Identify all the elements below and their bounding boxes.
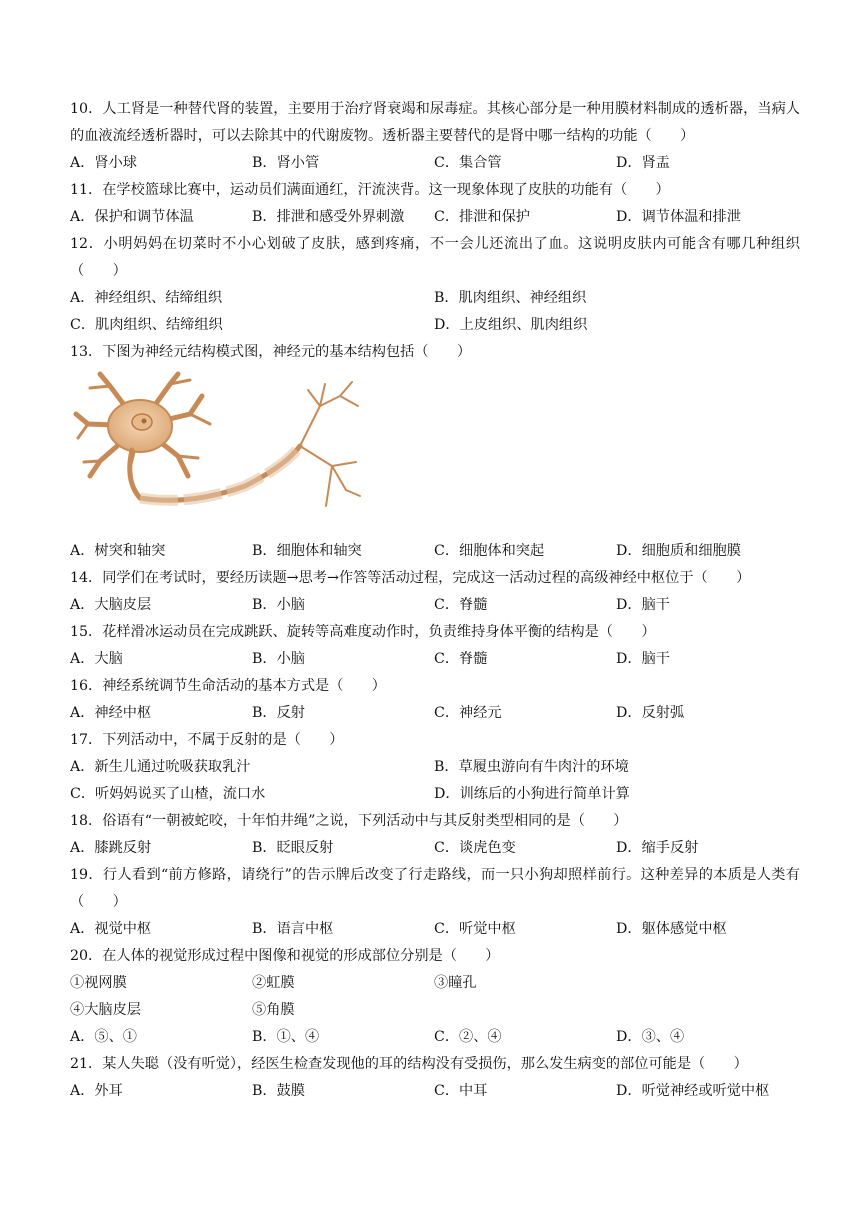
option-c[interactable]: C．排泄和保护 <box>434 209 530 225</box>
option-c[interactable]: C．谈虎色变 <box>434 840 516 856</box>
question-19-stem: 19．行人看到“前方修路，请绕行”的告示牌后改变了行走路线，而一只小狗却照样前行。这种差异的本质是人类有（ ） <box>70 867 800 910</box>
option-c[interactable]: C．听觉中枢 <box>434 921 516 937</box>
option-c[interactable]: C．听妈妈说买了山楂，流口水 <box>70 786 266 802</box>
question-20-options <box>70 1024 800 1051</box>
option-b[interactable]: B．语言中枢 <box>252 921 334 937</box>
option-a[interactable]: A．肾小球 <box>70 155 137 171</box>
option-a[interactable]: A．视觉中枢 <box>70 921 152 937</box>
option-b[interactable]: B．鼓膜 <box>252 1083 305 1099</box>
option-c[interactable]: C．中耳 <box>434 1083 488 1099</box>
option-c[interactable]: C．集合管 <box>434 155 502 171</box>
question-12-stem: 12．小明妈妈在切菜时不小心划破了皮肤，感到疼痛，不一会儿还流出了血。这说明皮肤内可能含有哪几种组织（ ） <box>70 236 800 279</box>
option-d[interactable]: D．细胞质和细胞膜 <box>616 543 741 559</box>
item-4: ④大脑皮层 <box>70 1002 141 1018</box>
question-20-stem: 20．在人体的视觉形成过程中图像和视觉的形成部位分别是（ ） <box>70 948 500 964</box>
question-16-options <box>70 700 800 727</box>
question-20-items-row1 <box>70 970 800 997</box>
question-18-stem: 18．俗语有“一朝被蛇咬，十年怕井绳”之说，下列活动中与其反射类型相同的是（ ） <box>70 813 628 829</box>
question-19-options <box>70 916 800 943</box>
option-b[interactable]: B．小脑 <box>252 651 305 667</box>
option-b[interactable]: B．草履虫游向有牛肉汁的环境 <box>434 759 629 775</box>
option-b[interactable]: B．反射 <box>252 705 305 721</box>
option-a[interactable]: A．树突和轴突 <box>70 543 166 559</box>
option-a[interactable]: A．膝跳反射 <box>70 840 152 856</box>
option-d[interactable]: D．肾盂 <box>616 155 670 171</box>
question-17-options-row2 <box>70 781 800 808</box>
question-15-options <box>70 646 800 673</box>
question-21-options <box>70 1078 800 1105</box>
question-12-options-row1 <box>70 285 800 312</box>
option-b[interactable]: B．肾小管 <box>252 155 320 171</box>
question-18-options <box>70 835 800 862</box>
option-d[interactable]: D．反射弧 <box>616 705 685 721</box>
option-d[interactable]: D．调节体温和排泄 <box>616 209 741 225</box>
option-b[interactable]: B．排泄和感受外界刺激 <box>252 209 405 225</box>
option-d[interactable]: D．脑干 <box>616 597 670 613</box>
option-b[interactable]: B．小脑 <box>252 597 305 613</box>
question-21-stem: 21．某人失聪（没有听觉），经医生检查发现他的耳的结构没有受损伤，那么发生病变的部位可能是（ ） <box>70 1056 748 1072</box>
question-14-stem: 14．同学们在考试时，要经历读题→思考→作答等活动过程，完成这一活动过程的高级神经中枢位于（ ） <box>70 570 751 586</box>
option-d[interactable]: D．训练后的小狗进行简单计算 <box>434 786 630 802</box>
question-17-stem: 17．下列活动中，不属于反射的是（ ） <box>70 732 344 748</box>
question-20-items-row2 <box>70 997 800 1024</box>
option-a[interactable]: A．大脑 <box>70 651 123 667</box>
question-11-options <box>70 204 800 231</box>
question-10-options <box>70 150 800 177</box>
option-d[interactable]: D．听觉神经或听觉中枢 <box>616 1083 770 1099</box>
option-d[interactable]: D．③、④ <box>616 1029 685 1045</box>
question-13-options <box>70 538 800 565</box>
option-c[interactable]: C．脊髓 <box>434 597 488 613</box>
option-b[interactable]: B．眨眼反射 <box>252 840 334 856</box>
question-16-stem: 16．神经系统调节生命活动的基本方式是（ ） <box>70 678 386 694</box>
option-d[interactable]: D．躯体感觉中枢 <box>616 921 727 937</box>
question-10-stem: 10．人工肾是一种替代肾的装置，主要用于治疗肾衰竭和尿毒症。其核心部分是一种用膜材料制成的透析器，当病人的血液流经透析器时，可以去除其中的代谢废物。透析器主要替代的是肾中哪一结构的功能（ ） <box>70 101 800 144</box>
option-d[interactable]: D．脑干 <box>616 651 670 667</box>
question-11-stem: 11．在学校篮球比赛中，运动员们满面通红，汗流浃背。这一现象体现了皮肤的功能有（ ） <box>70 182 670 198</box>
question-14-options <box>70 592 800 619</box>
option-a[interactable]: A．保护和调节体温 <box>70 209 194 225</box>
item-5: ⑤角膜 <box>252 1002 295 1018</box>
option-b[interactable]: B．①、④ <box>252 1029 320 1045</box>
option-c[interactable]: C．②、④ <box>434 1029 502 1045</box>
question-13-stem: 13．下图为神经元结构模式图，神经元的基本结构包括（ ） <box>70 344 472 360</box>
option-a[interactable]: A．⑤、① <box>70 1029 137 1045</box>
option-b[interactable]: B．细胞体和轴突 <box>252 543 362 559</box>
item-2: ②虹膜 <box>252 975 295 991</box>
neuron-diagram <box>70 366 370 536</box>
option-b[interactable]: B．肌肉组织、神经组织 <box>434 290 587 306</box>
item-1: ①视网膜 <box>70 975 127 991</box>
option-a[interactable]: A．神经组织、结缔组织 <box>70 290 223 306</box>
exam-page <box>70 96 800 1105</box>
item-3: ③瞳孔 <box>434 975 477 991</box>
question-15-stem: 15．花样滑冰运动员在完成跳跃、旋转等高难度动作时，负责维持身体平衡的结构是（ ） <box>70 624 656 640</box>
option-a[interactable]: A．神经中枢 <box>70 705 152 721</box>
option-d[interactable]: D．缩手反射 <box>616 840 699 856</box>
question-12-options-row2 <box>70 312 800 339</box>
option-c[interactable]: C．细胞体和突起 <box>434 543 545 559</box>
question-17-options-row1 <box>70 754 800 781</box>
option-c[interactable]: C．脊髓 <box>434 651 488 667</box>
option-a[interactable]: A．新生儿通过吮吸获取乳汁 <box>70 759 251 775</box>
option-c[interactable]: C．肌肉组织、结缔组织 <box>70 317 223 333</box>
option-a[interactable]: A．外耳 <box>70 1083 123 1099</box>
option-a[interactable]: A．大脑皮层 <box>70 597 152 613</box>
option-d[interactable]: D．上皮组织、肌肉组织 <box>434 317 588 333</box>
option-c[interactable]: C．神经元 <box>434 705 502 721</box>
neuron-illustration <box>70 366 370 536</box>
